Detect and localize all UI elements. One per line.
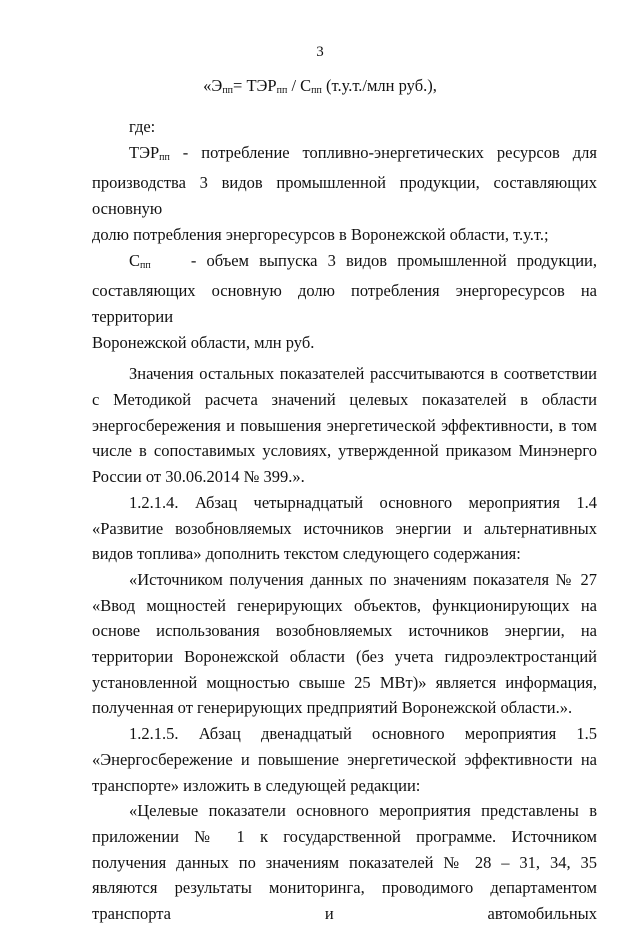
paragraph-methodology: Значения остальных показателей рассчитываются в соответствии с Методикой расчета значений целевых показателей в области энергосбережения и повышения энергетической эффективности, в том числе в сопоставимых условиях, утвержденной приказом Минэнерго России от 30.06.2014 № 399.». <box>92 364 597 487</box>
definition-ter-word: топливно-энергетических <box>302 142 484 162</box>
definition-ter-word: для <box>572 142 597 162</box>
paragraph-targets: «Целевые показатели основного мероприятия представлены в приложении № 1 к государственной программе. Источником получения данных по значениям показателей № 28 – 31, 34, 35 являются результаты мониторинга, проводимого департаментом транспорта и автомобильных <box>92 801 597 924</box>
definition-ter-word: ресурсов <box>496 142 560 162</box>
definition-c-word: 3 <box>327 250 336 270</box>
formula-div: / С <box>287 76 312 95</box>
formula-subscript-1: пп <box>222 85 234 96</box>
page-number: 3 <box>316 44 324 60</box>
paragraph-1-2-1-5: 1.2.1.5. Абзац двенадцатый основного мероприятия 1.5 «Энергосбережение и повышение энергетической эффективности на транспорте» изложить в следующей редакции: <box>92 724 597 795</box>
where-label: где: <box>129 117 156 136</box>
formula-units: (т.у.т./млн руб.), <box>321 76 437 95</box>
definition-ter-line1 <box>92 140 597 171</box>
formula <box>0 76 640 96</box>
paragraph-renewables-source: «Источником получения данных по значениям показателя № 27 «Ввод мощностей генерирующих объектов, функционирующих на основе использования возобновляемых источников энергии, на территории Воронежской области (без учета гидроэлектростанций установленной мощностью свыше 25 МВт)» является информация, полученная от генерирующих предприятий Воронежской области.». <box>92 569 597 718</box>
definition-ter-symbol: $ТЭР_{пп}$ <box>129 142 170 163</box>
definition-ter-dash: - <box>182 142 189 162</box>
definition-c-word: выпуска <box>259 250 318 270</box>
formula-subscript-3: пп <box>311 85 322 96</box>
definition-ter-line3: долю потребления энергоресурсов в Воронежской области, т.у.т.; <box>92 224 549 244</box>
document-body <box>92 114 597 927</box>
definition-c-line1 <box>92 248 597 279</box>
definition-c-line2: составляющих основную долю потребления энергоресурсов на территории <box>92 281 597 326</box>
paragraph-1-2-1-4: 1.2.1.4. Абзац четырнадцатый основного мероприятия 1.4 «Развитие возобновляемых источников энергии и альтернативных видов топлива» дополнить текстом следующего содержания: <box>92 492 597 564</box>
definition-c-word: промышленной <box>397 250 507 270</box>
definition-c-word: продукции, <box>516 250 597 270</box>
definition-c-line3: Воронежской области, млн руб. <box>92 332 315 352</box>
definition-c-dash: - <box>190 250 197 270</box>
formula-subscript-2: пп <box>276 85 288 96</box>
formula-open: «Э <box>203 76 223 95</box>
definition-c-symbol: $С_{пп}$ <box>129 250 151 271</box>
definition-ter-line2: производства 3 видов промышленной продукции, составляющих основную <box>92 173 597 219</box>
definition-c-word: видов <box>346 250 388 270</box>
definition-ter-word: потребление <box>201 142 290 162</box>
formula-mid: = ТЭР <box>233 76 277 95</box>
definition-c-word: объем <box>206 250 249 270</box>
